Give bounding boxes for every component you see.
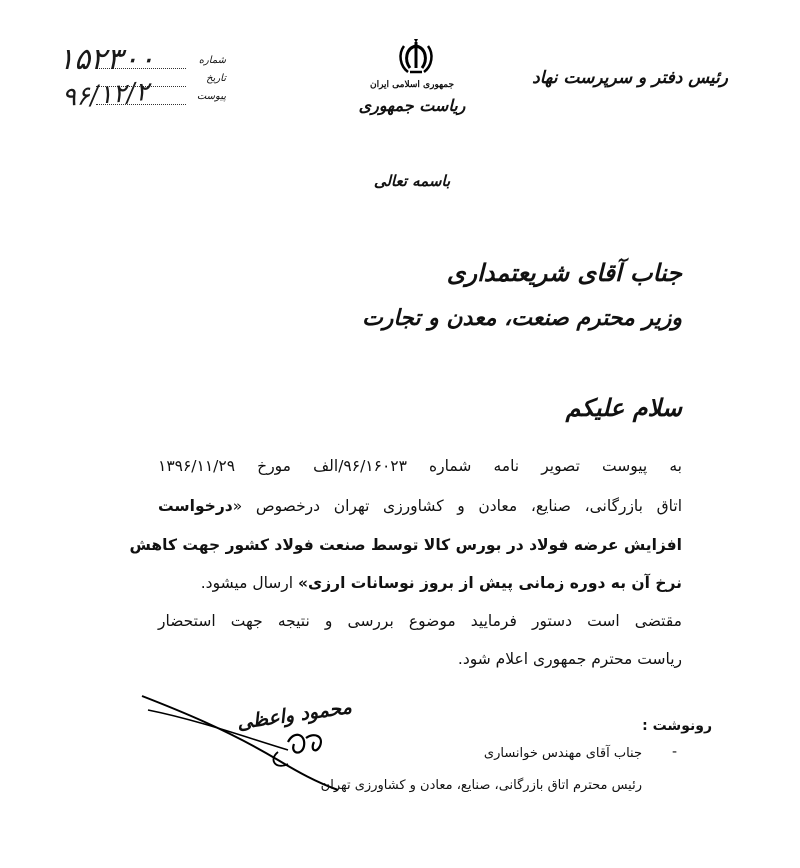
meta-label-date: تاریخ	[206, 73, 226, 84]
body-line-2	[158, 497, 682, 515]
cc-bullet-dash: -	[672, 744, 678, 760]
iran-emblem-icon	[396, 38, 436, 82]
addressee-name: جناب آقای شریعتمداری	[446, 258, 682, 287]
body-line-2-bold: درخواست	[158, 497, 233, 515]
body-line-4-text: ارسال میشود.	[200, 574, 299, 592]
body-line-4	[201, 574, 682, 592]
body-line-5: مقتضی است دستور فرمایید موضوع بررسی و نتیجه جهت استحضار	[158, 612, 682, 630]
letter-number-handwritten: ۱۵۲۳۰۰	[58, 42, 155, 77]
body-line-4-bold: نرخ آن به دوره زمانی پیش از بروز نوسانات ارزی»	[298, 574, 682, 592]
presidency-label: ریاست جمهوری	[358, 96, 466, 115]
cc-recipient-title: رئیس محترم اتاق بازرگانی، صنایع، معادن و کشاورزی تهران	[320, 778, 642, 793]
letter-date-handwritten: ۹۶/۱۲/۲	[61, 76, 151, 114]
addressee-title: وزیر محترم صنعت، معدن و تجارت	[362, 305, 682, 331]
salutation: سلام علیکم	[565, 393, 682, 422]
body-line-6: ریاست محترم جمهوری اعلام شود.	[457, 650, 682, 668]
meta-label-number: شماره	[198, 55, 226, 66]
body-line-3: افزایش عرضه فولاد در بورس کالا توسط صنعت فولاد کشور جهت کاهش	[129, 536, 682, 554]
bismillah-heading: باسمه تعالی	[373, 172, 451, 190]
body-line-1: به پیوست تصویر نامه شماره ۹۶/۱۶۰۲۳/الف مورخ ۱۳۹۶/۱۱/۲۹	[158, 457, 682, 475]
cc-recipient-name: جناب آقای مهندس خوانساری	[483, 746, 642, 761]
republic-label: جمهوری اسلامی ایران	[369, 80, 455, 90]
signer-name: محمود واعظی	[235, 696, 354, 734]
cc-title: رونوشت :	[642, 718, 712, 734]
body-line-2-text: اتاق بازرگانی، صنایع، معادن و کشاورزی تهران درخصوص «	[232, 497, 682, 515]
meta-label-attachment: پیوست	[196, 91, 226, 102]
office-line: رئیس دفتر و سرپرست نهاد	[532, 68, 728, 88]
meta-labels	[186, 52, 226, 106]
